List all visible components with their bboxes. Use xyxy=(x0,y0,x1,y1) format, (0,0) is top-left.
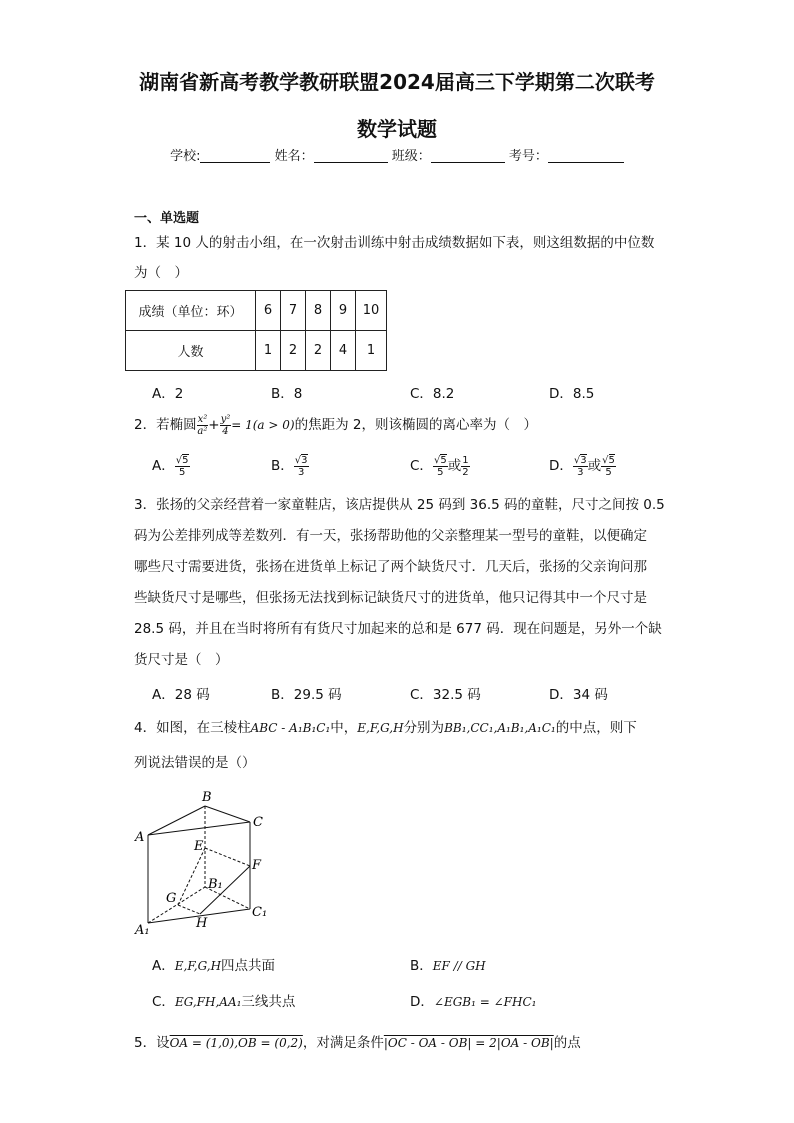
q1-option-b[interactable]: B．8 xyxy=(271,386,303,402)
table-cell: 10 xyxy=(356,291,387,331)
exam-title-line1: 湖南省新高考教学教研联盟2024届高三下学期第二次联考 xyxy=(139,70,655,94)
school-label: 学校: xyxy=(170,149,201,164)
vertex-label-C1: C₁ xyxy=(252,905,268,920)
table-cell: 7 xyxy=(281,291,306,331)
q3-option-a[interactable]: A．28 码 xyxy=(152,687,210,703)
vertex-label-A: A xyxy=(135,830,145,845)
table-cell: 9 xyxy=(331,291,356,331)
student-info-row xyxy=(0,145,794,164)
q1-option-a[interactable]: A．2 xyxy=(152,386,184,402)
table-cell: 1 xyxy=(256,331,281,371)
q3-line: 3．张扬的父亲经营着一家童鞋店，该店提供从 25 码到 36.5 码的童鞋，尺寸之间按 0.5 xyxy=(134,497,665,513)
prism-figure xyxy=(128,788,278,940)
q4-option-a[interactable]: A．E,F,G,H四点共面 xyxy=(152,958,276,974)
vertex-label-A1: A₁ xyxy=(135,923,150,938)
q3-line: 28.5 码，并且在当时将所有有货尺寸加起来的总和是 677 码．现在问题是，另外一个缺 xyxy=(134,621,662,637)
name-label: 姓名： xyxy=(274,149,314,164)
point-label-F: F xyxy=(252,858,262,873)
id-blank[interactable] xyxy=(548,148,624,163)
q5-stem: 5．设OA = (1,0),OB = (0,2)，对满足条件|OC - OA - OB| = 2|OA - OB|的点 xyxy=(134,1035,581,1051)
q1-score-table xyxy=(125,290,387,371)
table-row xyxy=(126,291,387,331)
q1-text-line1: 1．某 10 人的射击小组，在一次射击训练中射击成绩数据如下表，则这组数据的中位数 xyxy=(134,235,655,251)
q4-line2: 列说法错误的是（） xyxy=(134,755,256,771)
q2-option-b[interactable]: B． $\frac{√3}{3}$ xyxy=(271,454,308,478)
q4-option-d[interactable]: D．∠EGB₁ = ∠FHC₁ xyxy=(410,994,537,1010)
q2-option-d[interactable]: D． $\frac{√3}{3}$ 或 $\frac{√5}{5}$ xyxy=(549,454,615,478)
q3-line: 些缺货尺寸是哪些，但张扬无法找到标记缺货尺寸的进货单，他只记得其中一个尺寸是 xyxy=(134,590,647,606)
table-cell: 2 xyxy=(306,331,331,371)
q2-option-a[interactable]: A． $\frac{√5}{5}$ xyxy=(152,454,189,478)
q4-option-b[interactable]: B．EF // GH xyxy=(410,958,486,974)
table-cell: 成绩（单位：环） xyxy=(126,291,256,331)
point-label-E: E xyxy=(194,839,204,854)
q2-eq-rest: = 1(a > 0) xyxy=(231,418,295,432)
table-cell: 人数 xyxy=(126,331,256,371)
exam-title-line2: 数学试题 xyxy=(357,117,437,141)
point-label-H: H xyxy=(196,916,208,931)
q2-frac-x: $\frac{\text{x²}}{\text{a²}}$ xyxy=(197,413,208,437)
q4-option-c[interactable]: C．EG,FH,AA₁三线共点 xyxy=(152,994,296,1010)
q1-option-c[interactable]: C．8.2 xyxy=(410,386,455,402)
table-cell: 2 xyxy=(281,331,306,371)
q3-line: 码为公差排列成等差数列．有一天，张扬帮助他的父亲整理某一型号的童鞋，以便确定 xyxy=(134,528,647,544)
table-cell: 1 xyxy=(356,331,387,371)
q3-line: 货尺寸是（ ） xyxy=(134,652,229,668)
q3-line: 哪些尺寸需要进货，张扬在进货单上标记了两个缺货尺寸．几天后，张扬的父亲询问那 xyxy=(134,559,647,575)
section-heading: 一、单选题 xyxy=(134,211,200,226)
q1-option-d[interactable]: D．8.5 xyxy=(549,386,595,402)
table-cell: 8 xyxy=(306,291,331,331)
table-cell: 4 xyxy=(331,331,356,371)
q2-option-c[interactable]: C． $\frac{√5}{5}$ 或 $\frac{1}{2}$ xyxy=(410,454,469,478)
q2-stem: 2．若椭圆 $\frac{\text{x²}}{\text{a²}}$ + $\frac{\text{y²}}{4}$ = 1(a > 0)的焦距为 2，则该椭圆的离心率为（ ） xyxy=(134,413,537,437)
vertex-label-C: C xyxy=(253,815,263,830)
vertex-label-B1: B₁ xyxy=(208,877,223,892)
q4-line1: 4．如图，在三棱柱ABC - A₁B₁C₁中，E,F,G,H分别为BB₁,CC₁,A₁B₁,A₁C₁的中点，则下 xyxy=(134,720,637,736)
q3-option-d[interactable]: D．34 码 xyxy=(549,687,608,703)
name-blank[interactable] xyxy=(314,148,388,163)
class-blank[interactable] xyxy=(431,148,505,163)
table-row xyxy=(126,331,387,371)
school-blank[interactable] xyxy=(200,148,270,163)
point-label-G: G xyxy=(166,891,177,906)
q1-text-line2: 为（ ） xyxy=(134,265,188,281)
table-cell: 6 xyxy=(256,291,281,331)
vertex-label-B: B xyxy=(202,790,212,805)
class-label: 班级： xyxy=(391,149,431,164)
q2-suffix: 的焦距为 2，则该椭圆的离心率为（ ） xyxy=(294,417,537,433)
q3-option-b[interactable]: B．29.5 码 xyxy=(271,687,342,703)
q3-option-c[interactable]: C．32.5 码 xyxy=(410,687,481,703)
q2-prefix: 2．若椭圆 xyxy=(134,417,197,433)
q2-frac-y: $\frac{\text{y²}}{4}$ xyxy=(220,413,231,437)
id-label: 考号： xyxy=(508,149,548,164)
